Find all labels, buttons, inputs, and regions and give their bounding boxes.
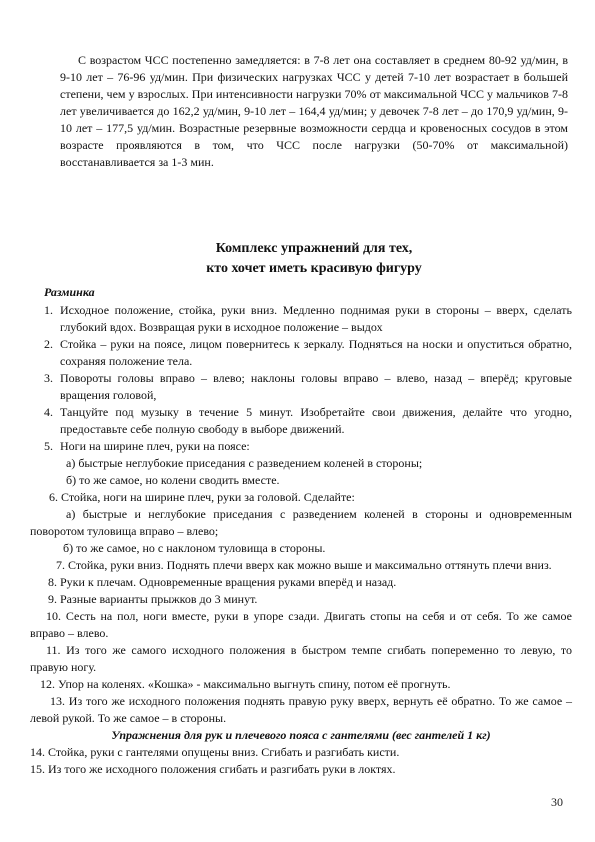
section-heading-line-1: Комплекс упражнений для тех, [215, 241, 413, 256]
intro-paragraph: С возрастом ЧСС постепенно замедляется: в 7-8 лет она составляет в среднем 80-92 уд/мин, в 9-10 лет – 76-96 уд/мин. При физических нагрузках ЧСС у детей 7-10 лет возрастает в большей степени, чем у взрослых. При интенсивности нагрузки 70% от максимальной ЧСС у мальчиков 7-8 лет увеличивается до 162,2 уд/мин, 9-10 лет – 164,4 уд/мин; у девочек 7-8 лет – до 170,9 уд/мин, 9-10 лет – 177,5 уд/мин. Возрастные резервные возможности сердца и кровеносных сосудов в этом возрасте проявляются в том, что ЧСС после нагрузки (50-70% от максимальной) восстанавливается за 1-3 мин. [60, 53, 568, 169]
exercise-list [30, 302, 572, 778]
section-heading-line-2: кто хочет иметь красивую фигуру [206, 261, 422, 276]
item-text: Стойка – руки на поясе, лицом повернитесь к зеркалу. Подняться на носки и опуститься обратно, сохраняя положение тела. [60, 337, 572, 368]
exercise-5-option-a: а) быстрые неглубокие приседания с разведением коленей в стороны; [66, 456, 423, 470]
exercise-item-1 [30, 302, 572, 336]
exercise-6-option-a: а) быстрые и неглубокие приседания с разведением коленей в стороны и одновременным поворотом туловища вправо – влево; [30, 507, 572, 538]
exercise-item-12: 12. Упор на коленях. «Кошка» - максимально выгнуть спину, потом её прогнуть. [40, 677, 451, 691]
exercise-6-option-b: б) то же самое, но с наклоном туловища в стороны. [63, 541, 326, 555]
item-number: 5. [44, 439, 53, 453]
exercise-item-10: 10. Сесть на пол, ноги вместе, руки в упоре сзади. Двигать стопы на себя и от себя. То же самое вправо – влево. [30, 609, 572, 640]
exercise-item-15: 15. Из того же исходного положения сгибать и разгибать руки в локтях. [30, 762, 396, 776]
item-number: 1. [44, 303, 53, 317]
exercise-5-option-b: б) то же самое, но колени сводить вместе. [66, 473, 280, 487]
page-number: 30 [551, 795, 563, 809]
dumbbell-subheading: Упражнения для рук и плечевого пояса с гантелями (вес гантелей 1 кг) [111, 728, 491, 742]
exercise-item-14: 14. Стойка, руки с гантелями опущены вниз. Сгибать и разгибать кисти. [30, 745, 400, 759]
exercise-item-7: 7. Стойка, руки вниз. Поднять плечи вверх как можно выше и максимально оттянуть плечи вниз. [56, 558, 552, 572]
exercise-item-3 [30, 370, 572, 404]
exercise-item-13: 13. Из того же исходного положения поднять правую руку вверх, вернуть её обратно. То же самое – левой рукой. То же самое – в стороны. [30, 694, 572, 725]
exercise-item-9: 9. Разные варианты прыжков до 3 минут. [48, 592, 258, 606]
exercise-item-5 [30, 438, 572, 455]
item-number: 2. [44, 337, 53, 351]
item-text: Танцуйте под музыку в течение 5 минут. Изобретайте свои движения, делайте что угодно, предоставьте себе полную свободу в выборе движений. [60, 405, 572, 436]
item-number: 4. [44, 405, 53, 419]
exercise-item-6: 6. Стойка, ноги на ширине плеч, руки за головой. Сделайте: [49, 490, 355, 504]
exercise-item-2 [30, 336, 572, 370]
exercise-item-11: 11. Из того же самого исходного положения в быстром темпе сгибать попеременно то левую, то правую ногу. [30, 643, 572, 674]
exercise-item-4 [30, 404, 572, 438]
item-text: Ноги на ширине плеч, руки на поясе: [60, 439, 250, 453]
item-text: Повороты головы вправо – влево; наклоны головы вправо – влево, назад – вперёд; круговые вращения головой, [60, 371, 572, 402]
item-text: Исходное положение, стойка, руки вниз. Медленно поднимая руки в стороны – вверх, сделать глубокий вдох. Возвращая руки в исходное положение – выдох [60, 303, 572, 334]
exercise-item-8: 8. Руки к плечам. Одновременные вращения руками вперёд и назад. [48, 575, 397, 589]
warmup-subheading: Разминка [44, 285, 95, 299]
item-number: 3. [44, 371, 53, 385]
